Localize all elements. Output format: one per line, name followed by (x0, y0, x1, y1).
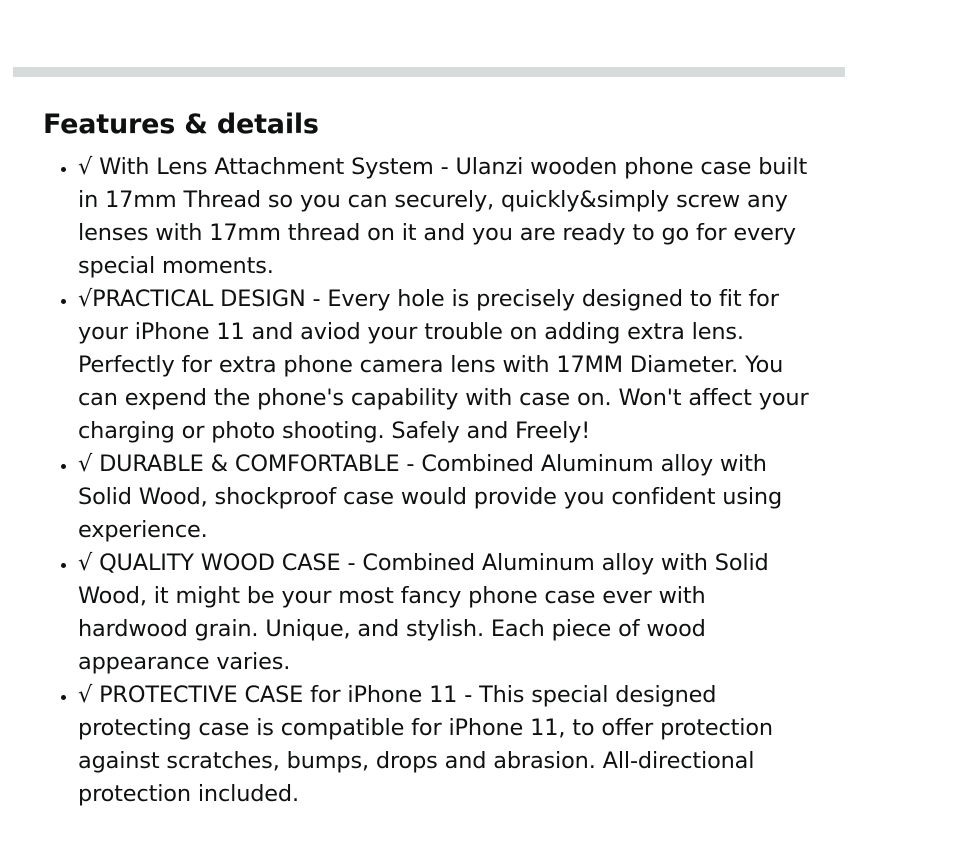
feature-item: • √ With Lens Attachment System - Ulanzi wooden phone case built in 17mm Thread so you can securely, quickly&simply screw any lenses with 17mm thread on it and you are ready to go for every special moments. (78, 151, 813, 283)
feature-item: • √ QUALITY WOOD CASE - Combined Aluminum alloy with Solid Wood, it might be your most fancy phone case ever with hardwood grain. Unique, and stylish. Each piece of wood appearance varies. (78, 547, 813, 679)
feature-list (43, 151, 813, 811)
features-title: Features & details (43, 109, 319, 140)
feature-item: • √PRACTICAL DESIGN - Every hole is precisely designed to fit for your iPhone 11 and aviod your trouble on adding extra lens. Perfectly for extra phone camera lens with 17MM Diameter. You can expend the phone's capability with case on. Won't affect your charging or photo shooting. Safely and Freely! (78, 283, 813, 448)
feature-item: • √ PROTECTIVE CASE for iPhone 11 - This special designed protecting case is compatible for iPhone 11, to offer protection against scratches, bumps, drops and abrasion. All-directional protection included. (78, 679, 813, 811)
section-divider (13, 67, 845, 77)
feature-item: • √ DURABLE & COMFORTABLE - Combined Aluminum alloy with Solid Wood, shockproof case would provide you confident using experience. (78, 448, 813, 547)
features-section (43, 108, 833, 811)
